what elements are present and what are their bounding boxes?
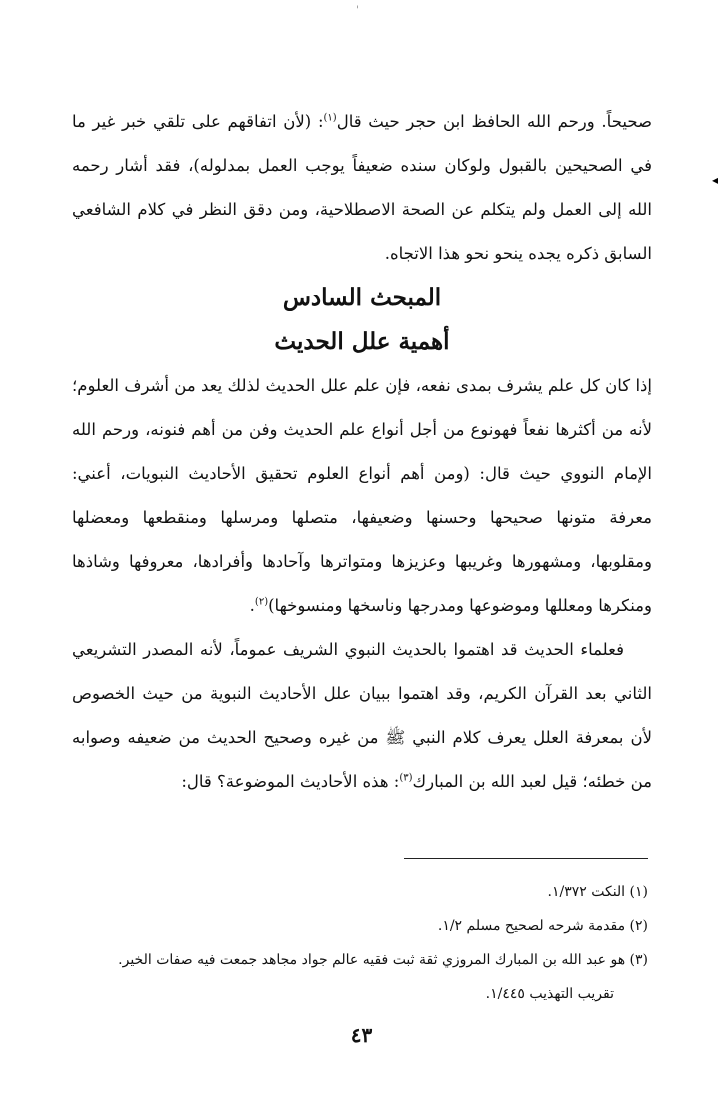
paragraph-3-text: فعلماء الحديث قد اهتموا بالحديث النبوي الشريف عموماً، لأنه المصدر التشريعي الثاني بعد القرآن الكريم، وقد اهتموا ببيان علل الأحاديث النبوية من حيث الخصوص لأن بمعرفة العلل يعرف كلام النبي ﷺ من غيره وصحيح الحديث من ضعيفه وصوابه من خطئه؛ قيل لعبد الله بن المبارك [72,640,652,791]
footnote-3: (٣) هو عبد الله بن المبارك المروزي ثقة ثبت فقيه عالم جواد مجاهد جمعت فيه صفات الخير. [118,952,648,968]
footnote-ref-3[interactable]: (٣) [399,772,413,784]
footnote-ref-2[interactable]: (٢) [254,596,269,608]
paragraph-1-text: صحيحاً. ورحم الله الحافظ ابن حجر حيث قال [336,112,652,131]
section-title: أهمية علل الحديث [274,328,450,355]
paragraph-2-text: إذا كان كل علم يشرف بمدى نفعه، فإن علم علل الحديث لذلك يعد من أشرف العلوم؛ لأنه من أكثرها نفعاً فهونوع من أجل أنواع علم الحديث وفن من أهم فنونه، ورحم الله الإمام النووي حيث قال: (ومن أهم أنواع العلوم تحقيق الأحاديث النبويات، أعني: معرفة متونها صحيحها وحسنها وضعيفها، متصلها ومرسلها ومنقطعها ومعضلها ومقلوبها، ومشهورها وغريبها وعزيزها ومتواترها وآحادها وأفرادها، معروفها وشاذها ومنكرها ومعللها وموضوعها ومدرجها وناسخها ومنسوخها) [72,376,652,615]
margin-arrow-icon: ◂ [712,173,719,187]
paragraph-1-rest: : (لأن اتفاقهم على تلقي خبر غير ما في الصحيحين بالقبول ولوكان سنده ضعيفاً يوجب العمل بمدلوله)، فقد أشار رحمه الله إلى العمل ولم يتكلم عن الصحة الاصطلاحية، ومن دقق النظر في كلام الشافعي السابق ذكره يجده ينحو نحو هذا الاتجاه. [72,112,652,263]
paragraph-2 [72,364,652,628]
footnote-divider [404,858,648,859]
section-heading: المبحث السادس [282,284,442,311]
paragraph-3 [72,628,652,804]
page-number: ٤٣ [350,1023,373,1047]
scan-mark: ' [356,5,359,16]
paragraph-3-rest: : هذه الأحاديث الموضوعة؟ قال: [181,772,400,791]
footnotes [70,875,648,1011]
paragraph-1 [72,100,652,276]
footnote-2: (٢) مقدمة شرحه لصحيح مسلم ١/٢. [437,918,648,934]
paragraph-2-end: . [249,596,255,615]
footnote-ref-1[interactable]: (١) [323,112,337,124]
footnote-3-continued: تقريب التهذيب ١/٤٤٥. [485,986,614,1002]
footnote-1: (١) النكت ١/٣٧٢. [547,884,648,900]
main-text [72,100,652,804]
